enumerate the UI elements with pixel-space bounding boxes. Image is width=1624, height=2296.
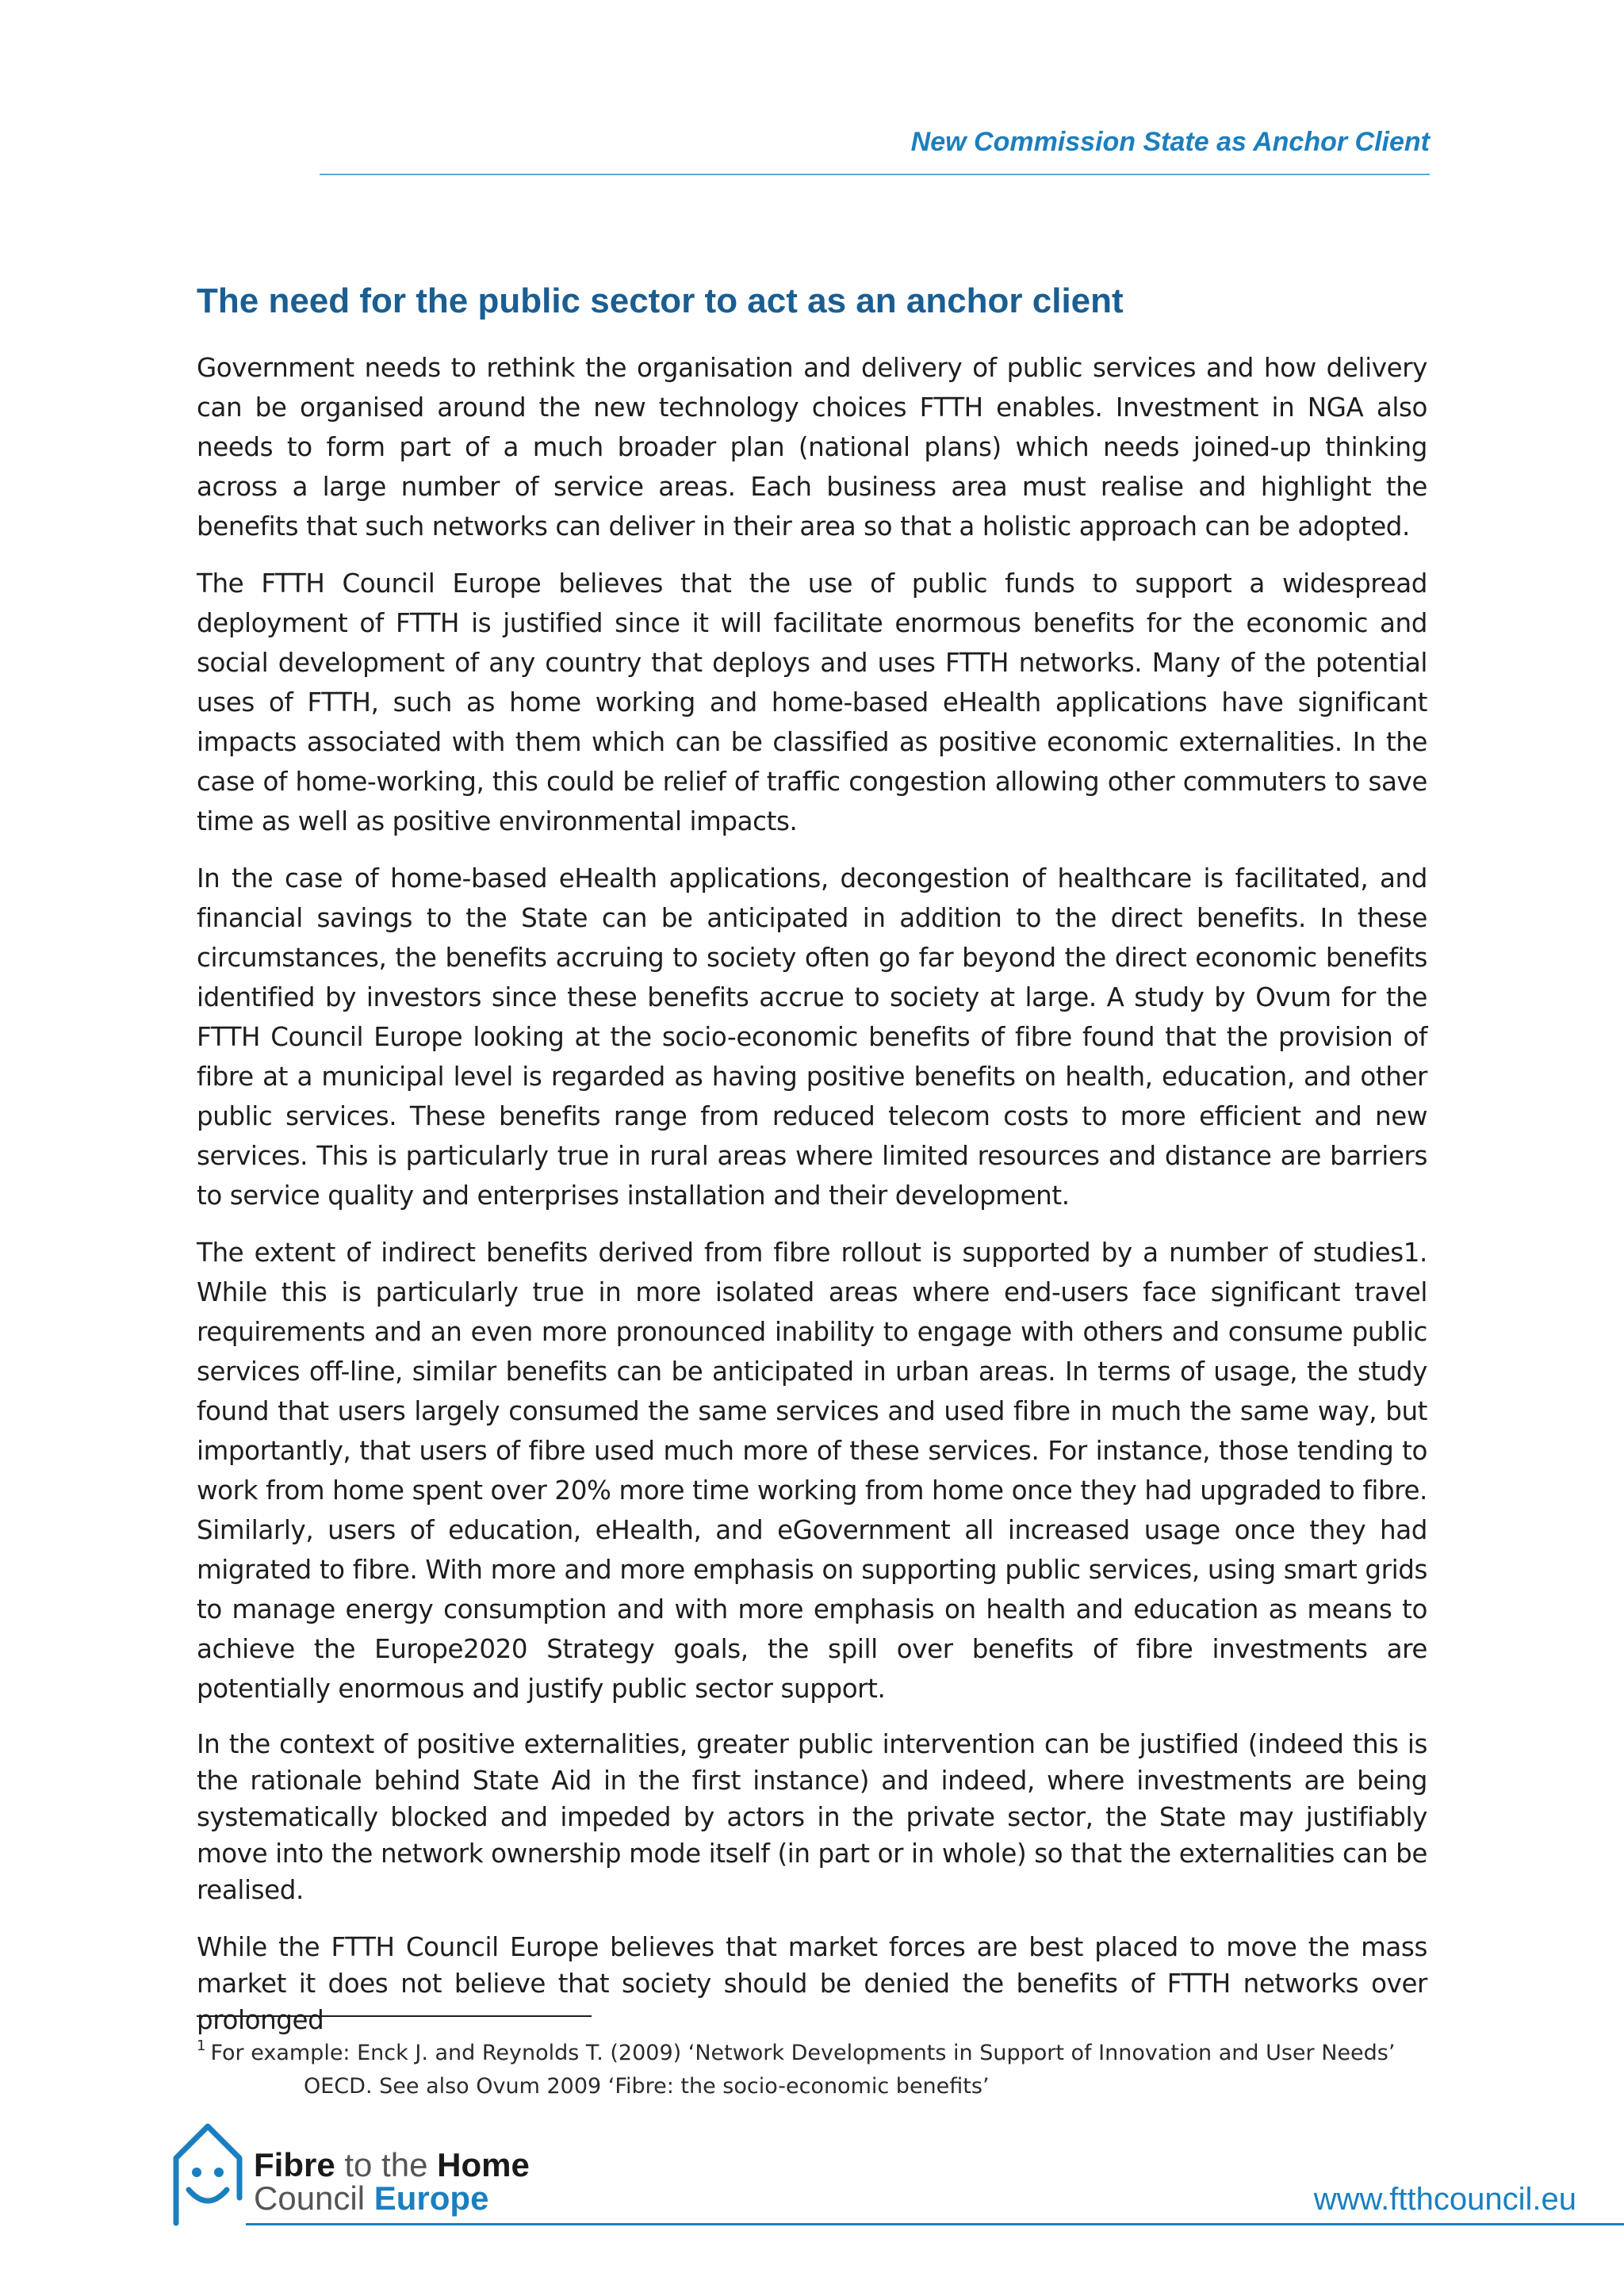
paragraph-2: The FTTH Council Europe believes that the use of public funds to support a widespread deployment of FTTH is justified since it will facilitate enormous benefits for the economic and social development of any country that deploys and uses FTTH networks. Many of the potential uses of FTTH, such as home working and home-based eHealth applications have significant impacts associated with them which can be classified as positive economic externalities. In the case of home-working, this could be relief of traffic congestion allowing other commuters to save time as well as positive environmental impacts. — [197, 568, 1427, 836]
organization-logo: Fibre to the Home Council Europe — [254, 2146, 530, 2217]
paragraph-3: In the case of home-based eHealth applications, decongestion of healthcare is facilitated, and financial savings to the State can be anticipated in addition to the direct benefits. In these circumstances, the benefits accruing to society often go far beyond the direct economic benefits identified by investors since these benefits accrue to society at large. A study by Ovum for the FTTH Council Europe looking at the socio-economic benefits of fibre found that the provision of fibre at a municipal level is regarded as having positive benefits on health, education, and other public services. These benefits range from reduced telecom costs to more efficient and new services. This is particularly true in rural areas where limited resources and distance are barriers to service quality and enterprises installation and their development. — [197, 863, 1427, 1211]
main-content — [197, 279, 1427, 2056]
paragraph-6: While the FTTH Council Europe believes that market forces are best placed to move the mass market it does not believe that society should be denied the benefits of FTTH networks over prolonged — [197, 1932, 1427, 2035]
page-header-title: New Commission State as Anchor Client — [910, 127, 1430, 157]
footer-url: www.ftthcouncil.eu — [1313, 2182, 1576, 2217]
footnote-divider — [197, 2015, 592, 2017]
footer-divider — [246, 2223, 1624, 2225]
paragraph-4: The extent of indirect benefits derived from fibre rollout is supported by a number of studies1. While this is particularly true in more isolated areas where end-users face significant travel requirements and an even more pronounced inability to engage with others and consume public services off-line, similar benefits can be anticipated in urban areas. In terms of usage, the study found that users largely consumed the same services and used fibre in much the same way, but importantly, that users of fibre used much more of these services. For instance, those tending to work from home spent over 20% more time working from home once they had upgraded to fibre. Similarly, users of education, eHealth, and eGovernment all increased usage once they had migrated to fibre. With more and more emphasis on supporting public services, using smart grids to manage energy consumption and with more emphasis on health and education as means to achieve the Europe2020 Strategy goals, the spill over benefits of fibre investments are potentially enormous and justify public sector support. — [197, 1238, 1427, 1704]
footnote-number: 1 — [197, 2038, 206, 2054]
header-divider — [320, 174, 1430, 175]
house-smile-logo-icon — [170, 2118, 246, 2229]
paragraph-1: Government needs to rethink the organisation and delivery of public services and how delivery can be organised around the new technology choices FTTH enables. Investment in NGA also needs to form part of a much broader plan (national plans) which needs joined-up thinking across a large number of service areas. Each business area must realise and highlight the benefits that such networks can deliver in their area so that a holistic approach can be adopted. — [197, 353, 1427, 541]
paragraph-5: In the context of positive externalities, greater public intervention can be justified (indeed this is the rationale behind State Aid in the first instance) and indeed, where investments are being systematically blocked and impeded by actors in the private sector, the State may justifiably move into the network ownership mode itself (in part or in whole) so that the externalities can be realised. — [197, 1729, 1427, 1905]
footnote-line-1: For example: Enck J. and Reynolds T. (2009) ‘Network Developments in Support of Innovation and User Needs’ — [210, 2041, 1396, 2065]
footnote — [197, 2030, 1434, 2103]
section-heading: The need for the public sector to act as an anchor client — [197, 281, 1124, 320]
footnote-line-2: OECD. See also Ovum 2009 ‘Fibre: the socio-economic benefits’ — [304, 2074, 990, 2099]
